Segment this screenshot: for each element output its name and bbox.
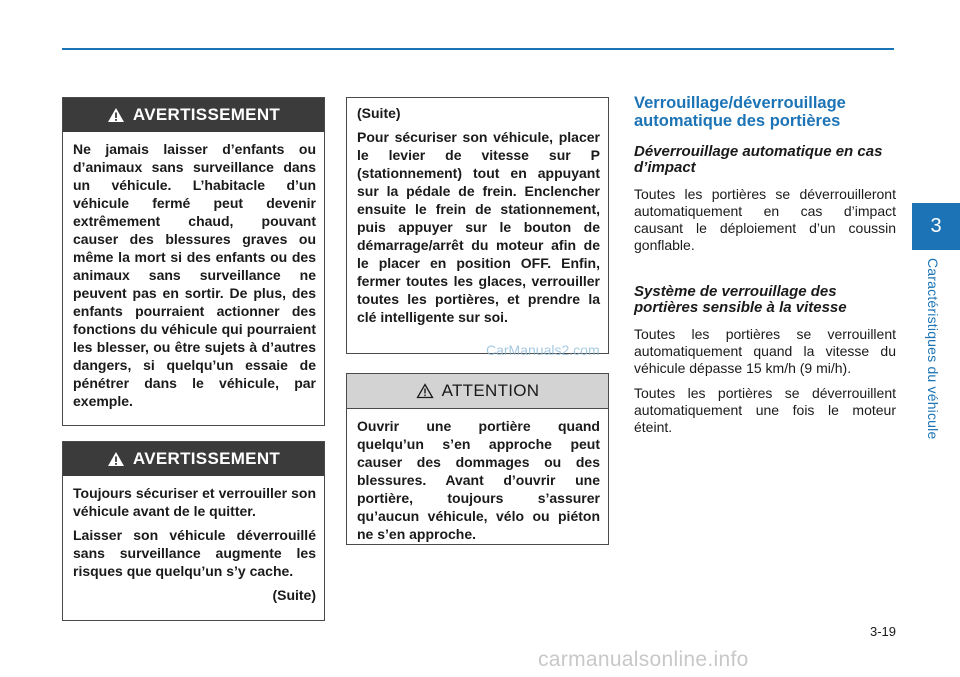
warning-header (63, 442, 324, 476)
continued-body (347, 98, 608, 340)
warning-body (63, 132, 324, 424)
attention-text: Ouvrir une portière quand quelqu’un s’en approche peut causer des dommages ou des blessures. Avant d’ouvrir une portière, toujours s’assurer qu’aucun véhicule, vélo ou piéton ne s’en approche. (357, 418, 600, 542)
warning-para-1: Toujours sécuriser et verrouiller son véhicule avant de le quitter. (73, 485, 316, 519)
warning-box-children (62, 97, 325, 426)
caution-triangle-icon (416, 383, 434, 399)
section-title: Verrouillage/déverrouillage automatique des portières (634, 94, 846, 130)
subsection-text-speed-1: Toutes les portières se verrouillent automatiquement quand la vitesse du véhicule dépasse 15 km/h (9 mi/h). (634, 326, 896, 376)
warning-header-label: AVERTISSEMENT (132, 449, 281, 468)
subsection-title-speed: Système de verrouillage des portières sensible à la vitesse (634, 283, 847, 316)
watermark: CarManuals2.com (486, 342, 600, 358)
subsection-text-speed-2: Toutes les portières se déverrouillent automatiquement une fois le moteur éteint. (634, 385, 896, 435)
continued-warning-box (346, 97, 609, 354)
attention-header-label: ATTENTION (441, 381, 540, 400)
subsection-title-impact: Déverrouillage automatique en cas d’impact (634, 143, 883, 176)
warning-box-lock (62, 441, 325, 621)
warning-header-label: AVERTISSEMENT (132, 105, 281, 124)
warning-triangle-icon (107, 107, 125, 123)
top-rule (62, 48, 894, 50)
subsection-text-impact: Toutes les portières se déverrouilleront automatiquement en cas d’impact causant le déploiement d’un coussin gonflable. (634, 186, 896, 253)
continued-text: Pour sécuriser son véhicule, placer le levier de vitesse sur P (stationnement) tout en appuyant sur la pédale de frein. Enclencher ensuite le frein de stationnement, puis appuyer sur le bouton de démarrage/arrêt du moteur afin de le placer en position OFF. Enfin, fermer toutes les glaces, verrouiller toutes les portières, et prendre la clé intelligente sur soi. (357, 129, 600, 325)
chapter-number-tab (912, 203, 960, 250)
section-column (634, 94, 896, 444)
suite-label: (Suite) (357, 105, 401, 121)
warning-triangle-icon (107, 451, 125, 467)
warning-text: Ne jamais laisser d’enfants ou d’animaux sans surveillance dans un véhicule. L’habitacle d’un véhicule fermé peut devenir extrêmement chaud, pouvant causer des blessures graves ou même la mort si des enfants ou des animaux sans surveillance ne peuvent pas en sortir. De plus, des enfants pourraient actionner des fonctions du véhicule qui pourraient les blesser, ou être sujets à d’autres dangers, si quelqu’un essaie de pénétrer dans le véhicule, par exemple. (73, 141, 316, 409)
attention-body (347, 409, 608, 557)
attention-header (347, 374, 608, 409)
warning-para-2: Laisser son véhicule déverrouillé sans surveillance augmente les risques que quelqu’un s’y cache. (73, 527, 316, 579)
attention-box (346, 373, 609, 545)
chapter-number: 3 (930, 215, 942, 237)
footer-site-watermark: carmanualsonline.info (538, 648, 749, 671)
warning-header (63, 98, 324, 132)
warning-body (63, 476, 324, 612)
chapter-title: Caractéristiques du véhicule (925, 258, 941, 440)
page-number: 3-19 (869, 624, 896, 639)
suite-label: (Suite) (272, 587, 316, 603)
